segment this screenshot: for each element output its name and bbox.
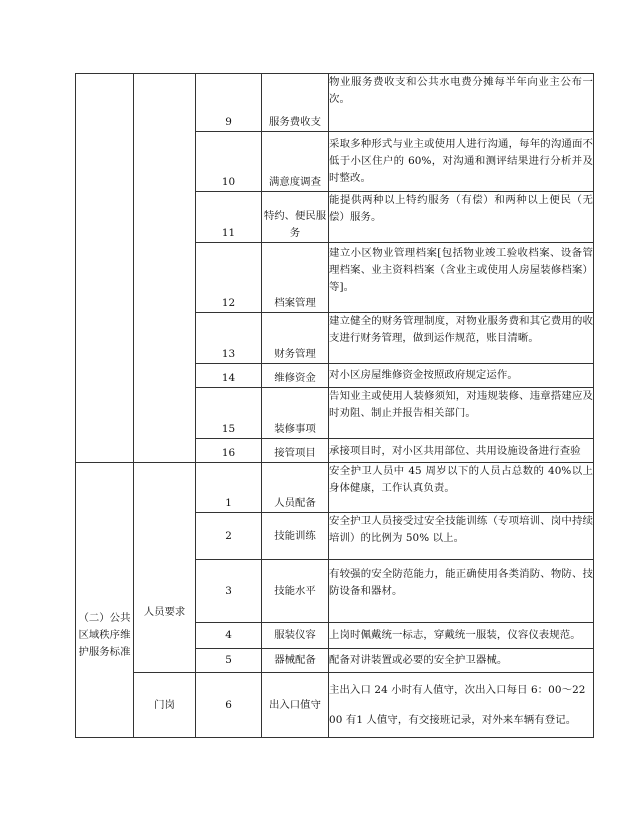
- item-description: 建立健全的财务管理制度，对物业服务费和其它费用的收支进行财务管理，做到运作规范，账目清晰。: [329, 313, 594, 364]
- group-cell-gate: 门岗: [134, 673, 196, 738]
- service-standard-table: [75, 73, 594, 738]
- item-name: 档案管理: [262, 243, 329, 313]
- item-name: 接管项目: [262, 439, 329, 463]
- row-number: 5: [196, 649, 262, 673]
- category-cell: [76, 74, 134, 463]
- group-cell-personnel: 人员要求: [134, 463, 196, 673]
- row-number: 9: [196, 74, 262, 132]
- row-number: 16: [196, 439, 262, 463]
- group-cell: [134, 74, 196, 463]
- item-name: 特约、便民服务: [262, 192, 329, 243]
- row-number: 6: [196, 673, 262, 738]
- item-description: 对小区房屋维修资金按照政府规定运作。: [329, 364, 594, 388]
- split-description: [329, 682, 593, 729]
- item-description: 有较强的安全防范能力，能正确使用各类消防、物防、技防设备和器材。: [329, 560, 594, 623]
- item-description: [329, 673, 594, 738]
- item-name: 服务费收支: [262, 74, 329, 132]
- item-description: 物业服务费收支和公共水电费分摊每半年向业主公布一次。: [329, 74, 594, 132]
- row-number: 3: [196, 560, 262, 623]
- table-row: [76, 74, 594, 132]
- item-description: 配备对讲装置或必要的安全护卫器械。: [329, 649, 594, 673]
- item-name: 技能水平: [262, 560, 329, 623]
- item-description: 安全护卫人员接受过安全技能训练（专项培训、岗中持续培训）的比例为 50% 以上。: [329, 513, 594, 560]
- description-line: 主出入口 24 小时有人值守，次出入口每日 6：00～22: [329, 683, 586, 696]
- row-number: 13: [196, 313, 262, 364]
- row-number: 10: [196, 132, 262, 192]
- row-number: 15: [196, 388, 262, 439]
- row-number: 2: [196, 513, 262, 560]
- item-description: 采取多种形式与业主或使用人进行沟通，每年的沟通面不低于小区住户的 60%，对沟通和测评结果进行分析并及时整改。: [329, 132, 594, 192]
- item-name: 满意度调查: [262, 132, 329, 192]
- item-name: 装修事项: [262, 388, 329, 439]
- item-description: 安全护卫人员中 45 周岁以下的人员占总数的 40%以上身体健康，工作认真负责。: [329, 463, 594, 513]
- row-number: 14: [196, 364, 262, 388]
- item-name: 维修资金: [262, 364, 329, 388]
- item-name: 器械配备: [262, 649, 329, 673]
- row-number: 1: [196, 463, 262, 513]
- item-description: 建立小区物业管理档案[包括物业竣工验收档案、设备管理档案、业主资料档案（含业主或使用人房屋装修档案）等]。: [329, 243, 594, 313]
- description-line: 00 有1 人值守，有交接班记录，对外来车辆有登记。: [329, 713, 577, 726]
- item-name: 人员配备: [262, 463, 329, 513]
- row-number: 4: [196, 623, 262, 649]
- item-name: 技能训练: [262, 513, 329, 560]
- category-cell: （二）公共区域秩序维护服务标准: [76, 463, 134, 738]
- table-row: [76, 673, 594, 738]
- item-name: 服装仪容: [262, 623, 329, 649]
- item-description: 上岗时佩戴统一标志，穿戴统一服装，仪容仪表规范。: [329, 623, 594, 649]
- item-name: 财务管理: [262, 313, 329, 364]
- table-row: [76, 463, 594, 513]
- row-number: 12: [196, 243, 262, 313]
- item-name: 出入口值守: [262, 673, 329, 738]
- row-number: 11: [196, 192, 262, 243]
- item-description: 告知业主或使用人装修须知，对违规装修、违章搭建应及时劝阻、制止并报告相关部门。: [329, 388, 594, 439]
- item-description: 能提供两种以上特约服务（有偿）和两种以上便民（无偿）服务。: [329, 192, 594, 243]
- item-description: 承接项目时，对小区共用部位、共用设施设备进行查验: [329, 439, 594, 463]
